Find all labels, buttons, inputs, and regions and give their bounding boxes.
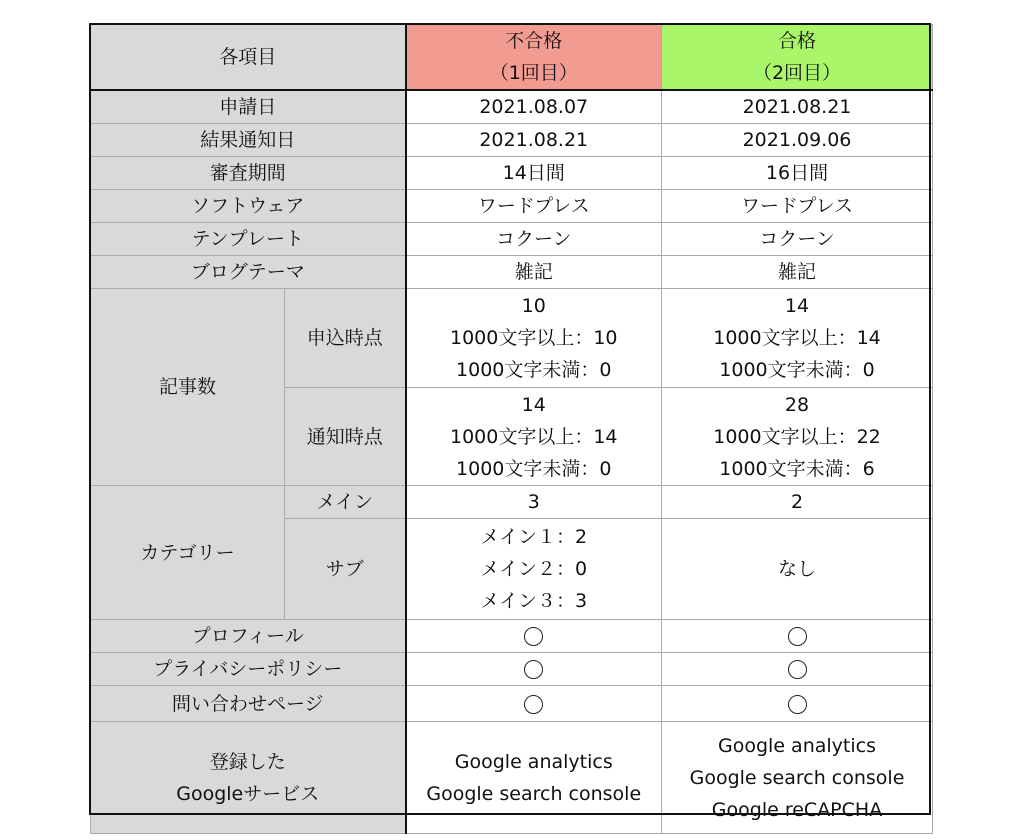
row-blog-theme <box>91 256 933 289</box>
row-label: 問い合わせページ <box>91 686 406 722</box>
fail-value <box>406 653 662 686</box>
row-label <box>91 722 406 834</box>
google-label-1: 登録した <box>209 750 286 773</box>
pass-sub: （2回目） <box>752 62 842 84</box>
sub-category-1: メイン１：2 <box>480 526 588 548</box>
pass-value: コクーン <box>662 223 933 256</box>
pass-value <box>662 388 933 486</box>
circle-mark-icon <box>788 660 807 679</box>
row-label: 審査期間 <box>91 157 406 190</box>
fail-value: 2021.08.07 <box>406 90 662 124</box>
fail-value: コクーン <box>406 223 662 256</box>
circle-mark-icon <box>788 627 807 646</box>
row-label: 結果通知日 <box>91 124 406 157</box>
header-row <box>91 25 933 91</box>
row-label: ブログテーマ <box>91 256 406 289</box>
pass-value: 16日間 <box>662 157 933 190</box>
pass-value <box>662 620 933 653</box>
fail-value <box>406 519 662 620</box>
article-over-1000: 1000文字以上：10 <box>449 327 618 349</box>
row-apply-date <box>91 90 933 124</box>
fail-sub: （1回目） <box>489 62 578 84</box>
row-google-services <box>91 722 933 834</box>
article-under-1000: 1000文字未満：0 <box>456 457 612 480</box>
fail-title: 不合格 <box>505 30 563 52</box>
fail-header <box>406 25 662 91</box>
sub-label: 通知時点 <box>285 388 406 486</box>
row-software <box>91 190 933 223</box>
row-articles-apply <box>91 289 933 388</box>
articles-label: 記事数 <box>91 289 285 486</box>
sub-category-3: メイン３：3 <box>480 590 588 612</box>
article-over-1000: 1000文字以上：14 <box>713 327 881 349</box>
row-profile <box>91 620 933 653</box>
google-service: Google analytics <box>454 750 613 773</box>
fail-value: 雑記 <box>406 256 662 289</box>
sub-category-2: メイン２：0 <box>480 558 588 580</box>
row-notify-date <box>91 124 933 157</box>
pass-value <box>662 686 933 722</box>
circle-mark-icon <box>524 627 543 646</box>
google-service: Google reCAPCHA <box>711 798 883 821</box>
sub-label: 申込時点 <box>285 289 406 388</box>
fail-value <box>406 388 662 486</box>
row-label: プライバシーポリシー <box>91 653 406 686</box>
article-under-1000: 1000文字未満：6 <box>719 457 875 480</box>
circle-mark-icon <box>524 660 543 679</box>
article-under-1000: 1000文字未満：0 <box>456 359 612 381</box>
article-total: 10 <box>521 295 546 317</box>
row-label: 申請日 <box>91 90 406 124</box>
row-privacy <box>91 653 933 686</box>
row-label: プロフィール <box>91 620 406 653</box>
pass-value: 雑記 <box>662 256 933 289</box>
fail-value: 2021.08.21 <box>406 124 662 157</box>
category-label: カテゴリー <box>91 486 285 620</box>
pass-value: 2 <box>662 486 933 519</box>
pass-value: 2021.09.06 <box>662 124 933 157</box>
google-label-2: Googleサービス <box>176 782 320 805</box>
article-over-1000: 1000文字以上：14 <box>449 425 618 448</box>
items-header: 各項目 <box>91 25 406 91</box>
pass-value: ワードプレス <box>662 190 933 223</box>
pass-title: 合格 <box>777 30 816 52</box>
google-service: Google search console <box>689 766 905 789</box>
fail-value: ワードプレス <box>406 190 662 223</box>
row-template <box>91 223 933 256</box>
google-service: Google search console <box>426 782 642 805</box>
fail-value <box>406 686 662 722</box>
article-over-1000: 1000文字以上：22 <box>713 425 881 448</box>
row-contact <box>91 686 933 722</box>
sub-label: メイン <box>285 486 406 519</box>
circle-mark-icon <box>524 695 543 714</box>
fail-value: 3 <box>406 486 662 519</box>
pass-value <box>662 653 933 686</box>
fail-value <box>406 722 662 834</box>
row-label: ソフトウェア <box>91 190 406 223</box>
article-total: 28 <box>784 393 810 416</box>
row-label: テンプレート <box>91 223 406 256</box>
comparison-table <box>90 24 933 834</box>
pass-value: 2021.08.21 <box>662 90 933 124</box>
article-under-1000: 1000文字未満：0 <box>719 359 875 381</box>
google-service: Google analytics <box>718 734 876 757</box>
pass-header <box>662 25 933 91</box>
sub-label: サブ <box>285 519 406 620</box>
row-category-main <box>91 486 933 519</box>
pass-value <box>662 722 933 834</box>
pass-value <box>662 289 933 388</box>
circle-mark-icon <box>788 695 807 714</box>
article-total: 14 <box>784 295 810 317</box>
row-review-period <box>91 157 933 190</box>
pass-value: なし <box>662 519 933 620</box>
fail-value <box>406 289 662 388</box>
fail-value: 14日間 <box>406 157 662 190</box>
article-total: 14 <box>521 393 546 416</box>
fail-value <box>406 620 662 653</box>
